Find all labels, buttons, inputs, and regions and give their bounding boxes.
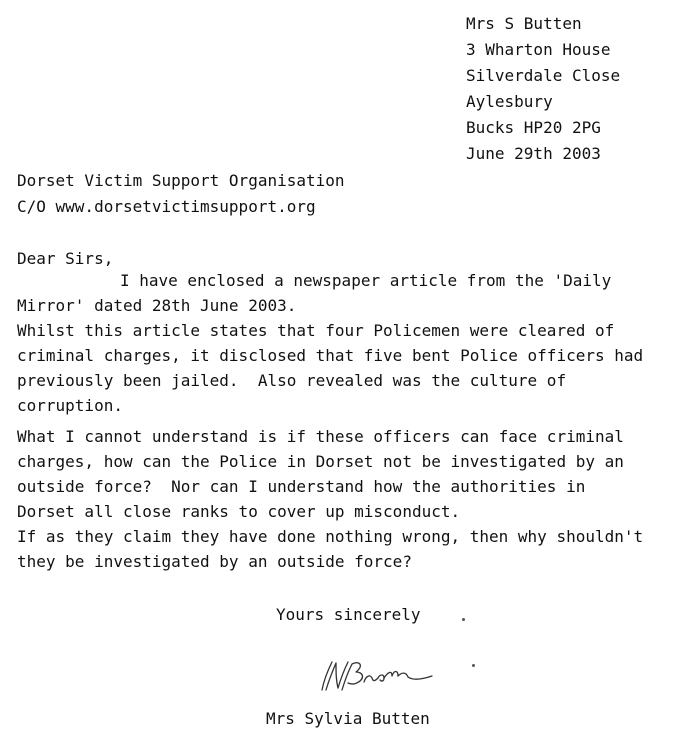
paper-speck	[462, 618, 465, 621]
signature-name: Mrs Sylvia Butten	[266, 709, 430, 728]
body-line: Whilst this article states that four Policemen were cleared of	[17, 321, 615, 340]
body-line: I have enclosed a newspaper article from the 'Daily	[120, 271, 612, 290]
body-line: If as they claim they have done nothing wrong, then why shouldn't	[17, 527, 644, 546]
sender-town: Aylesbury	[466, 92, 553, 111]
body-line: previously been jailed. Also revealed was the culture of	[17, 371, 567, 390]
body-line: What I cannot understand is if these officers can face criminal	[17, 427, 624, 446]
body-line: Dorset all close ranks to cover up misconduct.	[17, 502, 461, 521]
body-line: corruption.	[17, 396, 123, 415]
body-line: outside force? Nor can I understand how the authorities in	[17, 477, 586, 496]
recipient-organisation: Dorset Victim Support Organisation	[17, 171, 345, 190]
body-line: they be investigated by an outside force?	[17, 552, 412, 571]
handwritten-signature	[312, 650, 452, 696]
paper-speck	[472, 664, 475, 667]
closing: Yours sincerely	[276, 605, 421, 624]
body-line: Mirror' dated 28th June 2003.	[17, 296, 297, 315]
recipient-care-of: C/O www.dorsetvictimsupport.org	[17, 197, 316, 216]
sender-close: Silverdale Close	[466, 66, 621, 85]
sender-street: 3 Wharton House	[466, 40, 611, 59]
letter-date: June 29th 2003	[466, 144, 601, 163]
body-line: criminal charges, it disclosed that five bent Police officers had	[17, 346, 644, 365]
sender-name: Mrs S Butten	[466, 14, 582, 33]
body-line: charges, how can the Police in Dorset not be investigated by an	[17, 452, 624, 471]
sender-postcode: Bucks HP20 2PG	[466, 118, 601, 137]
salutation: Dear Sirs,	[17, 249, 114, 268]
